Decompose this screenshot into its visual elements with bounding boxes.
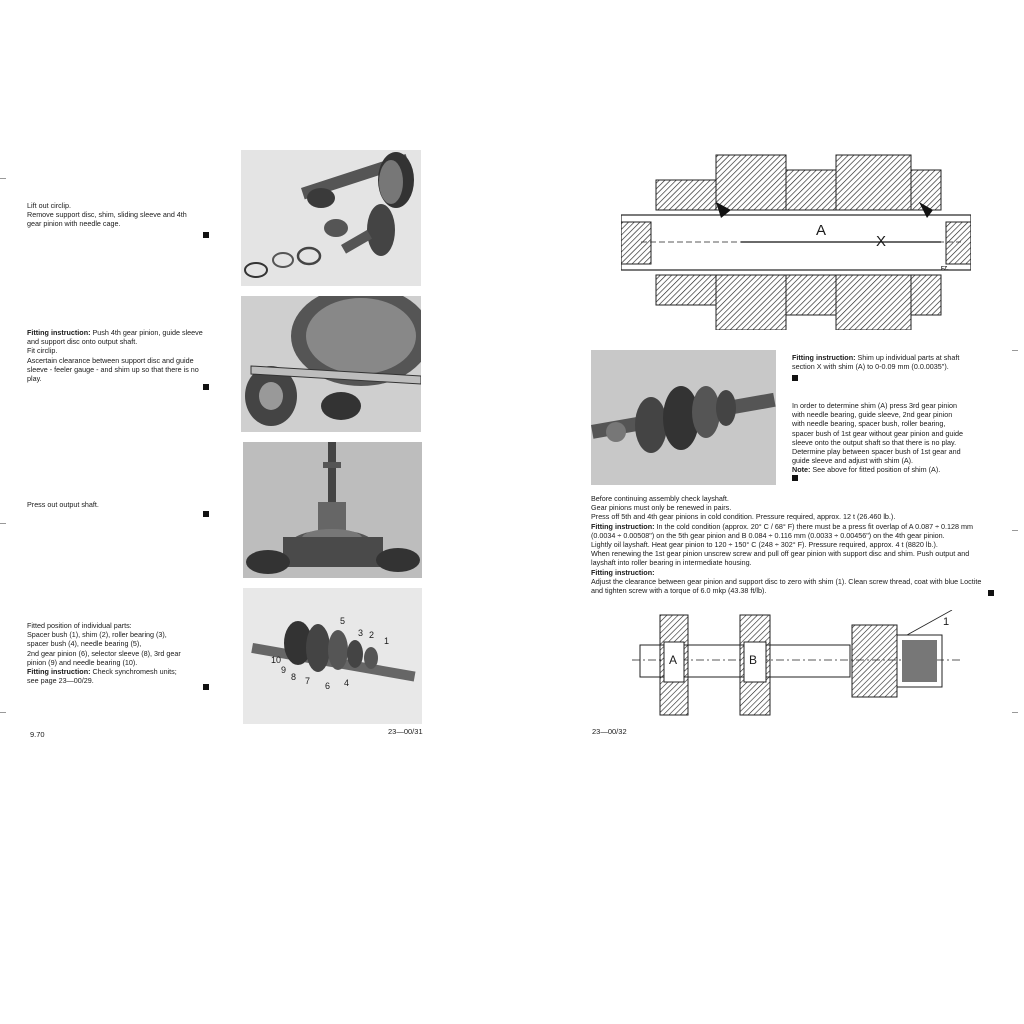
diagram-label-a: A: [816, 222, 827, 239]
section-remove-parts: [27, 201, 222, 229]
fitting-label: Fitting instruction:: [27, 328, 91, 337]
end-square-icon: [792, 475, 798, 481]
text-line: spacer bush (4), needle bearing (5),: [27, 639, 142, 649]
text-line: Spacer bush (1), shim (2), roller bearing (3),: [27, 630, 167, 640]
text-line: In order to determine shim (A) press 3rd gear pinion: [792, 401, 957, 410]
text-line: with needle bearing, spacer bush, roller bearing,: [792, 419, 946, 429]
text-line: spacer bush of 1st gear without gear pinion and guide: [792, 428, 964, 438]
text-line: Before continuing assembly check layshaft.: [591, 494, 729, 503]
fitting-label: Fitting instruction:: [591, 567, 655, 577]
text-line: Fit circlip.: [27, 346, 58, 356]
diagram-label-b: B: [749, 653, 758, 667]
margin-tick: [1012, 350, 1018, 351]
text-line: Determine play between spacer bush of 1st gear and: [792, 447, 961, 457]
text-line: 2nd gear pinion (6), selector sleeve (8), 3rd gear: [27, 648, 181, 658]
text-line: sleeve - feeler gauge - and shim up so that there is no: [27, 364, 199, 374]
photo-gear-disassembly: [241, 150, 421, 286]
text-line: and support disc onto output shaft.: [27, 337, 138, 347]
text-line: and tighten screw with a torque of 6.0 mkp (43.38 ft/lb).: [591, 586, 767, 596]
photo-press-shaft: [243, 442, 422, 578]
diagram-output-shaft-section: [621, 150, 971, 330]
part-label: 6: [325, 681, 331, 691]
page-number: 23—00/31: [388, 727, 423, 736]
part-label: 1: [384, 636, 390, 646]
text-line: sleeve onto the output shaft so that there is no play.: [792, 437, 957, 447]
margin-tick: [0, 523, 6, 524]
part-label: 8: [291, 672, 297, 682]
photo-output-shaft-assembled: [591, 350, 776, 485]
text-line: Fitted position of individual parts:: [27, 621, 132, 630]
end-square-icon: [203, 511, 209, 517]
section-fitted-position: [27, 621, 222, 685]
fitting-text: In the cold condition (approx. 20° C / 68° F) there must be a press fit overlap of A 0.087 ÷ 0.128 mm: [656, 521, 974, 531]
part-label: 4: [344, 678, 350, 688]
diagram-label-fz: FZ.: [941, 266, 949, 272]
part-label: 10: [271, 655, 282, 665]
fitting-text: Shim up individual parts at shaft: [857, 353, 960, 362]
part-label: 9: [281, 665, 287, 675]
text-line: Press off 5th and 4th gear pinions in cold condition. Pressure required, approx. 12 t (26.460 lb.).: [591, 512, 896, 522]
section-press-out: [27, 500, 222, 509]
text-line: pinion (9) and needle bearing (10).: [27, 657, 138, 667]
end-square-icon: [988, 590, 994, 596]
photo-fitted-position: [243, 588, 422, 724]
text-line: When renewing the 1st gear pinion unscrew screw and pull off gear pinion with support disc and shim. Push output and: [591, 549, 970, 559]
fitting-text: Push 4th gear pinion, guide sleeve: [92, 328, 203, 337]
part-label: 3: [358, 628, 364, 638]
photo-feeler-gauge: [241, 296, 421, 432]
note-text: See above for fitted position of shim (A).: [812, 465, 941, 475]
text-line: see page 23—00/29.: [27, 676, 94, 686]
text-line: Remove support disc, shim, sliding sleeve and 4th: [27, 210, 187, 220]
end-square-icon: [203, 684, 209, 690]
note-label: Note:: [792, 465, 811, 475]
part-label: 2: [369, 630, 375, 640]
end-square-icon: [792, 375, 798, 381]
fitting-label: Fitting instruction:: [591, 521, 655, 531]
text-line: Press out output shaft.: [27, 500, 99, 509]
text-line: Ascertain clearance between support disc and guide: [27, 355, 194, 365]
diagram-label-1: 1: [943, 616, 950, 628]
fitting-shim-instruction: [792, 353, 982, 371]
part-label: 7: [305, 676, 311, 686]
text-line: guide sleeve and adjust with shim (A).: [792, 456, 914, 466]
section-fitting-4th-gear: [27, 328, 222, 383]
fitting-label: Fitting instruction:: [792, 353, 856, 362]
diagram-layshaft: [632, 610, 967, 720]
end-square-icon: [203, 232, 209, 238]
part-label: 5: [340, 616, 346, 626]
text-line: play.: [27, 374, 42, 384]
text-line: (0.0034 ÷ 0.00508") on the 5th gear pinion and B 0.084 ÷ 0.116 mm (0.0033 ÷ 0.00456") on the 4th gear pinion.: [591, 530, 945, 540]
fitting-text: Check synchromesh units;: [92, 667, 177, 677]
page-number: 23—00/32: [592, 727, 627, 736]
layshaft-paragraph: [591, 494, 996, 595]
text-line: Adjust the clearance between gear pinion and support disc to zero with shim (1). Clean screw thread, coat with blue Loctite: [591, 576, 982, 586]
margin-tick: [0, 712, 6, 713]
diagram-label-x: X: [876, 233, 887, 250]
text-line: layshaft into roller bearing in intermediate housing.: [591, 558, 752, 568]
text-line: Gear pinions must only be renewed in pairs.: [591, 503, 732, 513]
fitting-label: Fitting instruction:: [27, 667, 91, 677]
diagram-label-a: A: [669, 653, 678, 667]
text-line: with needle bearing, guide sleeve, 2nd gear pinion: [792, 410, 953, 420]
text-line: gear pinion with needle cage.: [27, 219, 121, 229]
text-line: section X with shim (A) to 0-0.09 mm (0.0.0035").: [792, 362, 949, 372]
text-line: Lightly oil layshaft. Heat gear pinion to 120 ÷ 150° C (248 ÷ 302° F). Pressure required, approx. 4 t (8820 lb.).: [591, 540, 938, 550]
margin-tick: [0, 178, 6, 179]
margin-tick: [1012, 712, 1018, 713]
text-line: Lift out circlip.: [27, 201, 71, 210]
end-square-icon: [203, 384, 209, 390]
page-footer-left: 9.70: [30, 730, 45, 739]
margin-tick: [1012, 530, 1018, 531]
determine-shim-paragraph: [792, 401, 982, 475]
